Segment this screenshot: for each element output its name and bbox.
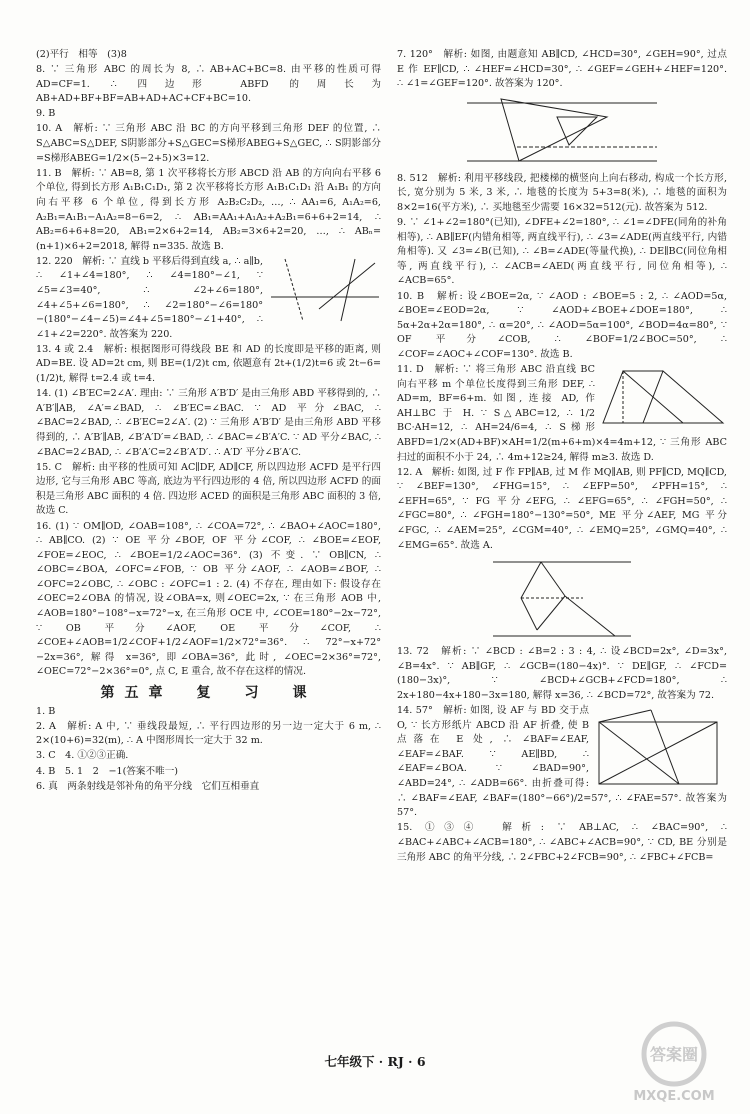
- q14-figure: [595, 706, 727, 788]
- set-square-1: [501, 99, 607, 161]
- line-a: [285, 259, 303, 321]
- answer-item: 12. 220 解析: ∵ 直线 b 平移后得到直线 a, ∴ a∥b, ∴ ∠1+∠4=180°, ∴ ∠4=180°−∠1, ∵ ∠5=∠3=40°, ∴ ∠2+∠6=180°, ∠4+∠5+∠6=180°, ∴ ∠2=180°−∠6=180°−(180°−∠4−∠5)=∠4+∠5=180°−∠1+40°, ∴ ∠1+∠2=220°. 故答案为 220.: [36, 255, 381, 343]
- answer-item: 13. 4 或 2.4 解析: 根据图形可得线段 BE 和 AD 的长度即是平移的距离, 则 AD=BE. 设 AD=2t cm, 则 BE=(1/2)t cm, 依题意有 2t+(1/2)t=6 或 2t−6=(1/2)t, 解得 t=2.4 或 t=4.: [36, 343, 382, 385]
- q7-figure: [457, 95, 667, 169]
- answer-item: 1. B: [36, 705, 56, 717]
- left-column: [36, 48, 381, 795]
- diagonal-bd: [599, 722, 717, 784]
- answer-item: 14. (1) ∠B′EC=2∠A′. 理由: ∵ 三角形 A′B′D′ 是由三角形 ABD 平移得到的, ∴ A′B′∥AB, ∠A′=∠BAD, ∴ ∠B′EC=∠BAC. ∵ AD 平分∠BAC, ∴ ∠BAC=2∠BAD, ∴ ∠B′EC=2∠A′. (2) ∵ 三角形 A′B′D′ 是由三角形 ABD 平移得到的, ∴ A′B′∥AB, ∠B′A′D′=∠BAD, ∴ ∠BAC=∠B′A′C. ∵ AD 平分∠BAC, ∴ ∠BAC=2∠BAD, ∴ ∠B′A′C=2∠B′A′D′. ∴ A′D′ 平分∠B′A′C.: [36, 388, 381, 458]
- answer-item: 11. B 解析: ∵ AB=8, 第 1 次平移将长方形 ABCD 沿 AB 的方向向右平移 6 个单位, 得到长方形 A₁B₁C₁D₁, 第 2 次平移将长方形 A₁B₁C₁D₁ 沿 A₁B₁ 的方向向右平移 6 个单位, 得到长方形 A₂B₂C₂D₂, …, ∴ AA₁=6, A₁A₂=6, A₂B₁=A₁B₁−A₁A₂=8−6=2, ∴ AB₁=AA₁+A₁A₂+A₂B₁=6+6+2=14, ∴ AB₂=6+6+8=20, AB₁=2×6+2=14, AB₂=3×6+2=20, …, ∴ ABₙ=(n+1)×6+2=2018, 解得 n=335. 故选 B.: [36, 167, 381, 252]
- segment-ae: [599, 710, 651, 722]
- answer-item: 8. 512 解析: 利用平移线段, 把楼梯的横竖向上向右移动, 构成一个长方形, 长, 宽分别为 5 米, 3 米, ∴ 地毯的长度为 5+3=8(米), ∴ 地毯的面积为 8×2=16(平方米), ∴ 买地毯至少需要 16×32=512(元). 故答案为 512.: [397, 172, 727, 213]
- transversal-2: [319, 263, 375, 309]
- chapter-heading: 第五章 复 习 课: [100, 685, 317, 702]
- answer-item: 10. B 解析: 设∠BOE=2α, ∵ ∠AOD : ∠BOE=5 : 2, ∴ ∠AOD=5α, ∠BOE=∠EOD=2α, ∵ ∠AOD+∠BOE+∠DOE=180°, ∴ 5α+2α+2α=180°, ∴ α=20°, ∴ ∠AOD=5α=100°, ∠BOD=4α=80°, ∵ OF 平分∠COB, ∴ ∠BOF=1/2∠BOC=50°, ∴ ∠COF=∠AOC+∠COF=130°. 故选 B.: [397, 290, 727, 360]
- answer-item: 14. 57° 解析: 如图, 设 AF 与 BD 交于点 O, ∵ 长方形纸片 ABCD 沿 AF 折叠, 使 B 点落在 E 处, ∴ ∠BAF=∠EAF, ∠EAF=∠BAF. ∵ AE∥BD, ∴ ∠EAF=∠BOA. ∵ ∠BAD=90°, ∠ABD=24°, ∴ ∠ADB=66°. 由折叠可得: ∴ ∠BAF=∠EAF, ∠BAF=(180°−66°)/2=57°, ∴ ∠FAE=57°. 故答案为 57°.: [397, 705, 727, 819]
- answer-item: 8. ∵ 三角形 ABC 的周长为 8, ∴ AB+AC+BC=8. 由平移的性质可得 AD=CF=1. ∴ 四边形 ABFD 的周长为 AB+AD+BF+BF=AB+AD+AC+CF+BC=10.: [36, 64, 381, 105]
- segment-ef: [541, 562, 565, 596]
- answer-item: 15. C 解析: 由平移的性质可知 AC∥DF, AD∥CF, 所以四边形 ACFD 是平行四边形, 它与三角形 ABC 等高, 底边为平行四边形的 4 倍, 所以四边形 ACFD 的面积是三角形 ABC 面积的 4 倍. 四边形 ACED 的面积是三角形 ABC 面积的 3 倍, 故选 C.: [36, 461, 381, 517]
- watermark-logo: [614, 1018, 734, 1104]
- q11-figure: [601, 365, 727, 429]
- segment-fg: [537, 596, 565, 630]
- watermark-cn: 答案圈: [649, 1045, 699, 1064]
- answer-item: 4. B 5. 1 2 −1(答案不唯一): [36, 765, 179, 777]
- q12-figure: [269, 257, 381, 323]
- answer-item: (2)平行 相等 (3)8: [36, 49, 127, 60]
- answer-item: 7. 120° 解析: 如图, 由题意知 AB∥CD, ∠HCD=30°, ∠GEH=90°, 过点 E 作 EF∥CD, ∴ ∠HEF=∠HCD=30°, ∴ ∠GEF=∠GEH+∠HEF=120°. ∴ ∠1=∠GEF=120°. 故答案为 120°.: [397, 48, 727, 169]
- answer-item: 10. A 解析: ∵ 三角形 ABC 沿 BC 的方向平移到三角形 DEF 的位置, ∴ S△ABC=S△DEF, S阴影部分+S△GEC=S梯形ABEG+S△GEC, ∴ S阴影部分=S梯形ABEG=1/2×(5−2+5)×3=12.: [36, 123, 381, 164]
- answer-item: 15. ①③④ 解析: ∵ AB⊥AC, ∴ ∠BAC=90°, ∴ ∠BAC+∠ABC+∠ACB=180°, ∴ ∠ABC+∠ACB=90°, ∵ CD, BE 分别是三角形 ABC 的角平分线, ∴ 2∠FBC+2∠FCB=90°, ∴ ∠FBC+∠FCB=: [397, 822, 727, 863]
- set-square-2: [557, 117, 597, 145]
- answer-item: 12. A 解析: 如图, 过 F 作 FP∥AB, 过 M 作 MQ∥AB, 则 PF∥CD, MQ∥CD, ∵ ∠BEF=130°, ∠FHG=15°, ∴ ∠EFP=50°, ∠PFH=15°, ∴ ∠EFH=65°, ∵ FG 平分∠EFG, ∴ ∠EFG=65°, ∴ ∠FGH=50°, ∴ ∠FGC=80°, ∴ ∠FGH=180°−130°=50°, ME 平分∠AEF, MG 平分∠FGC, ∴ ∠AEM=25°, ∠CGM=40°, ∴ ∠EMQ=25°, ∠GMQ=40°, ∴ ∠EMG=65°. 故选 A.: [397, 466, 727, 643]
- answer-item: 2. A 解析: A 中, ∵ 垂线段最短, ∴ 平行四边形的另一边一定大于 6 m, ∴ 2×(10+6)=32(m), ∴ A 中图形周长一定大于 32 m.: [36, 720, 381, 747]
- watermark-url: MXQE.COM: [633, 1089, 715, 1104]
- segment-fh: [565, 596, 615, 636]
- triangle-def: [643, 371, 723, 423]
- answer-item: 6. 真 两条射线是邻补角的角平分线 它们互相垂直: [36, 780, 260, 792]
- page-footer: 七年级下 · RJ · 6: [324, 1054, 426, 1070]
- answer-item: 11. D 解析: ∵ 将三角形 ABC 沿直线 BC 向右平移 m 个单位长度得到三角形 DEF, ∴ AD=m, BF=6+m. 如图, 连接 AD, 作 AH⊥BC 于 H. ∵ S△ABC=12, ∴ 1/2 BC·AH=12, ∴ AH=24/6=4, ∴ S梯形ABFD=1/2×(AD+BF)×AH=1/2(m+6+m)×4=4m+12, ∵ 三角形 ABC 扫过的面积不小于 24, ∴ 4m+12≥24, 解得 m≥3. 故选 D.: [397, 364, 727, 463]
- answer-item: 3. C 4. ①②③正确.: [36, 750, 129, 762]
- q12-right-figure: [487, 556, 637, 642]
- segment-mg: [521, 598, 537, 630]
- right-column: [397, 48, 727, 866]
- answer-item: 16. (1) ∵ OM∥OD, ∠OAB=108°, ∴ ∠COA=72°, ∴ ∠BAO+∠AOC=180°, ∴ AB∥CO. (2) ∵ OE 平分∠BOF, OF 平分∠COF, ∴ ∠BOE=∠EOF, ∠FOE=∠EOC, ∴ ∠BOE=1/2∠AOC=36°. (3) 不变. ∵ OB∥CN, ∴ ∠OBC=∠BOA, ∠OFC=∠FOB, ∵ OB 平分∠AOF, ∴ ∠AOB=∠BOF, ∴ ∠OFC=2∠OBC, ∴ ∠OBC : ∠OFC=1 : 2. (4) 不存在, 理由如下: 假设存在∠OEC=2∠OBA 的情况, 设∠OBA=x, 则∠OEC=2x, ∵ 在三角形 AOB 中, ∠AOB=180°−108°−x=72°−x, 在三角形 OCE 中, ∠COE=180°−2x−72°, ∵ OB 平分∠AOF, OE 平分∠COF, ∴ ∠COE+∠AOB=1/2∠COF+1/2∠AOF=1/2×72°=36°. ∴ 72°−x+72°−2x=36°, 解得 x=36°, 即∠OBA=36°, 此时, ∠OEC=2×36°=72°, ∠OEC=72°−2×36°=0°, 点 C, E 重合, 故不存在这样的情况.: [36, 520, 381, 678]
- triangle-abc: [603, 371, 683, 423]
- answer-item: 9. B: [36, 108, 56, 120]
- answer-item: 13. 72 解析: ∵ ∠BCD : ∠B=2 : 3 : 4, ∴ 设∠BCD=2x°, ∠D=3x°, ∠B=4x°. ∵ AB∥GF, ∴ ∠GCB=(180−4x)°. ∵ DE∥GF, ∴ ∠FCD=(180−3x)°, ∵ ∠BCD+∠GCB+∠FCD=180°, ∴ 2x+180−4x+180−3x=180, 解得 x=36, ∴ ∠BCD=72°, 故答案为 72.: [397, 646, 727, 701]
- segment-em: [521, 562, 541, 598]
- answer-item: 9. ∵ ∠1+∠2=180°(已知), ∠DFE+∠2=180°, ∴ ∠1=∠DFE(同角的补角相等), ∴ AB∥EF(内错角相等, 两直线平行), ∴ ∠3=∠ADE(两直线平行, 内错角相等). 又 ∠3=∠B(已知), ∴ ∠B=∠ADE(等量代换), ∴ DE∥BC(同位角相等, 两直线平行), ∴ ∠ACB=∠AED(两直线平行, 同位角相等), ∴ ∠ACB=65°.: [397, 217, 727, 287]
- line-b: [341, 259, 355, 321]
